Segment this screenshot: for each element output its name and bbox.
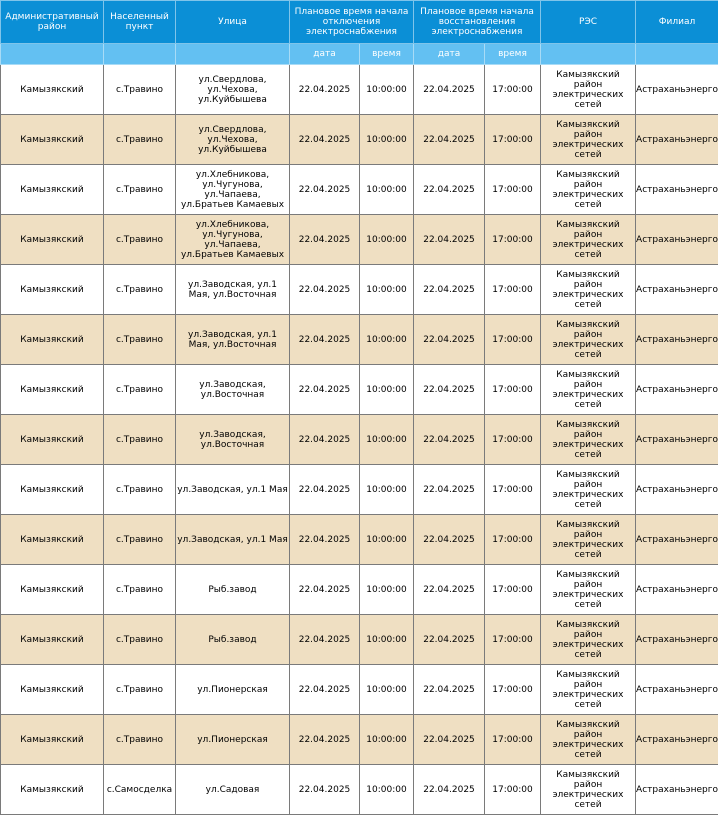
table-row — [1, 165, 718, 215]
cell-outage-time: 10:00:00 — [360, 665, 414, 715]
subheader-restore-date: дата — [414, 44, 485, 65]
subheader-restore-time: время — [485, 44, 541, 65]
cell-restore-date: 22.04.2025 — [414, 115, 485, 165]
cell-res: Камызякский район электрических сетей — [541, 215, 636, 265]
cell-restore-date: 22.04.2025 — [414, 565, 485, 615]
cell-res: Камызякский район электрических сетей — [541, 65, 636, 115]
cell-outage-date: 22.04.2025 — [290, 315, 360, 365]
subheader-outage-time: время — [360, 44, 414, 65]
cell-restore-time: 17:00:00 — [485, 715, 541, 765]
cell-restore-date: 22.04.2025 — [414, 615, 485, 665]
cell-street: ул.Садовая — [176, 765, 290, 815]
cell-locality: с.Травино — [104, 515, 176, 565]
column-header-restore-start: Плановое время начала восстановления электроснабжения — [414, 1, 541, 44]
cell-street: ул.Хлебникова, ул.Чугунова, ул.Чапаева, ул.Братьев Камаевых — [176, 215, 290, 265]
cell-branch: Астраханьэнерго — [636, 715, 718, 765]
cell-street: ул.Заводская, ул.1 Мая, ул.Восточная — [176, 265, 290, 315]
cell-res: Камызякский район электрических сетей — [541, 465, 636, 515]
cell-restore-time: 17:00:00 — [485, 65, 541, 115]
cell-restore-time: 17:00:00 — [485, 315, 541, 365]
cell-restore-date: 22.04.2025 — [414, 515, 485, 565]
cell-restore-time: 17:00:00 — [485, 515, 541, 565]
table-body — [1, 65, 718, 815]
cell-branch: Астраханьэнерго — [636, 665, 718, 715]
cell-outage-time: 10:00:00 — [360, 365, 414, 415]
cell-outage-time: 10:00:00 — [360, 465, 414, 515]
cell-outage-time: 10:00:00 — [360, 615, 414, 665]
cell-branch: Астраханьэнерго — [636, 365, 718, 415]
cell-restore-time: 17:00:00 — [485, 565, 541, 615]
table-row — [1, 565, 718, 615]
cell-outage-date: 22.04.2025 — [290, 565, 360, 615]
cell-street: Рыб.завод — [176, 565, 290, 615]
cell-outage-date: 22.04.2025 — [290, 715, 360, 765]
cell-district: Камызякский — [1, 465, 104, 515]
table-row — [1, 315, 718, 365]
cell-street: Рыб.завод — [176, 615, 290, 665]
cell-locality: с.Травино — [104, 365, 176, 415]
cell-restore-time: 17:00:00 — [485, 265, 541, 315]
cell-res: Камызякский район электрических сетей — [541, 365, 636, 415]
cell-res: Камызякский район электрических сетей — [541, 165, 636, 215]
cell-restore-date: 22.04.2025 — [414, 715, 485, 765]
cell-restore-time: 17:00:00 — [485, 165, 541, 215]
table-row — [1, 365, 718, 415]
cell-locality: с.Травино — [104, 165, 176, 215]
cell-locality: с.Травино — [104, 215, 176, 265]
cell-district: Камызякский — [1, 65, 104, 115]
subheader-empty — [104, 44, 176, 65]
cell-street: ул.Пионерская — [176, 715, 290, 765]
subheader-empty — [1, 44, 104, 65]
cell-locality: с.Травино — [104, 715, 176, 765]
table-row — [1, 265, 718, 315]
cell-street: ул.Пионерская — [176, 665, 290, 715]
column-header-outage-start: Плановое время начала отключения электроснабжения — [290, 1, 414, 44]
subheader-empty — [636, 44, 718, 65]
cell-outage-time: 10:00:00 — [360, 265, 414, 315]
cell-branch: Астраханьэнерго — [636, 415, 718, 465]
cell-street: ул.Заводская, ул.1 Мая — [176, 465, 290, 515]
cell-branch: Астраханьэнерго — [636, 315, 718, 365]
cell-restore-time: 17:00:00 — [485, 115, 541, 165]
cell-outage-time: 10:00:00 — [360, 315, 414, 365]
column-header-locality: Населенный пункт — [104, 1, 176, 44]
cell-branch: Астраханьэнерго — [636, 265, 718, 315]
cell-locality: с.Травино — [104, 615, 176, 665]
cell-outage-date: 22.04.2025 — [290, 365, 360, 415]
table-row — [1, 65, 718, 115]
cell-restore-date: 22.04.2025 — [414, 665, 485, 715]
cell-branch: Астраханьэнерго — [636, 165, 718, 215]
table-row — [1, 115, 718, 165]
cell-locality: с.Травино — [104, 415, 176, 465]
cell-outage-date: 22.04.2025 — [290, 665, 360, 715]
cell-district: Камызякский — [1, 665, 104, 715]
table-row — [1, 615, 718, 665]
cell-res: Камызякский район электрических сетей — [541, 515, 636, 565]
subheader-empty — [176, 44, 290, 65]
cell-outage-date: 22.04.2025 — [290, 265, 360, 315]
table-row — [1, 515, 718, 565]
cell-restore-date: 22.04.2025 — [414, 465, 485, 515]
cell-restore-time: 17:00:00 — [485, 665, 541, 715]
cell-restore-date: 22.04.2025 — [414, 765, 485, 815]
cell-district: Камызякский — [1, 315, 104, 365]
cell-branch: Астраханьэнерго — [636, 465, 718, 515]
cell-restore-time: 17:00:00 — [485, 765, 541, 815]
cell-restore-date: 22.04.2025 — [414, 215, 485, 265]
cell-branch: Астраханьэнерго — [636, 65, 718, 115]
cell-district: Камызякский — [1, 215, 104, 265]
cell-res: Камызякский район электрических сетей — [541, 315, 636, 365]
cell-district: Камызякский — [1, 265, 104, 315]
cell-branch: Астраханьэнерго — [636, 615, 718, 665]
cell-outage-date: 22.04.2025 — [290, 615, 360, 665]
cell-district: Камызякский — [1, 615, 104, 665]
cell-outage-time: 10:00:00 — [360, 565, 414, 615]
cell-locality: с.Травино — [104, 315, 176, 365]
cell-street: ул.Свердлова, ул.Чехова, ул.Куйбышева — [176, 115, 290, 165]
cell-restore-time: 17:00:00 — [485, 365, 541, 415]
cell-outage-date: 22.04.2025 — [290, 165, 360, 215]
cell-outage-time: 10:00:00 — [360, 165, 414, 215]
table-row — [1, 215, 718, 265]
cell-restore-date: 22.04.2025 — [414, 415, 485, 465]
cell-district: Камызякский — [1, 165, 104, 215]
column-header-district: Административный район — [1, 1, 104, 44]
cell-branch: Астраханьэнерго — [636, 115, 718, 165]
cell-res: Камызякский район электрических сетей — [541, 265, 636, 315]
cell-street: ул.Заводская, ул.1 Мая, ул.Восточная — [176, 315, 290, 365]
cell-locality: с.Травино — [104, 265, 176, 315]
cell-street: ул.Заводская, ул.Восточная — [176, 415, 290, 465]
cell-outage-time: 10:00:00 — [360, 415, 414, 465]
cell-district: Камызякский — [1, 715, 104, 765]
cell-district: Камызякский — [1, 415, 104, 465]
cell-street: ул.Свердлова, ул.Чехова, ул.Куйбышева — [176, 65, 290, 115]
cell-restore-time: 17:00:00 — [485, 465, 541, 515]
cell-res: Камызякский район электрических сетей — [541, 665, 636, 715]
cell-branch: Астраханьэнерго — [636, 515, 718, 565]
cell-res: Камызякский район электрических сетей — [541, 615, 636, 665]
subheader-empty — [541, 44, 636, 65]
cell-outage-date: 22.04.2025 — [290, 765, 360, 815]
cell-res: Камызякский район электрических сетей — [541, 415, 636, 465]
cell-district: Камызякский — [1, 565, 104, 615]
cell-locality: с.Самосделка — [104, 765, 176, 815]
cell-locality: с.Травино — [104, 65, 176, 115]
cell-district: Камызякский — [1, 115, 104, 165]
cell-district: Камызякский — [1, 365, 104, 415]
subheader-outage-date: дата — [290, 44, 360, 65]
cell-res: Камызякский район электрических сетей — [541, 765, 636, 815]
cell-outage-time: 10:00:00 — [360, 65, 414, 115]
cell-district: Камызякский — [1, 515, 104, 565]
cell-restore-time: 17:00:00 — [485, 415, 541, 465]
cell-restore-date: 22.04.2025 — [414, 65, 485, 115]
cell-restore-date: 22.04.2025 — [414, 365, 485, 415]
cell-street: ул.Хлебникова, ул.Чугунова, ул.Чапаева, ул.Братьев Камаевых — [176, 165, 290, 215]
table-row — [1, 665, 718, 715]
table-row — [1, 465, 718, 515]
cell-outage-time: 10:00:00 — [360, 765, 414, 815]
cell-res: Камызякский район электрических сетей — [541, 565, 636, 615]
column-header-res: РЭС — [541, 1, 636, 44]
cell-restore-date: 22.04.2025 — [414, 265, 485, 315]
cell-branch: Астраханьэнерго — [636, 215, 718, 265]
column-header-branch: Филиал — [636, 1, 718, 44]
cell-branch: Астраханьэнерго — [636, 565, 718, 615]
cell-district: Камызякский — [1, 765, 104, 815]
cell-outage-time: 10:00:00 — [360, 115, 414, 165]
cell-restore-date: 22.04.2025 — [414, 165, 485, 215]
cell-outage-time: 10:00:00 — [360, 215, 414, 265]
cell-restore-time: 17:00:00 — [485, 215, 541, 265]
cell-restore-date: 22.04.2025 — [414, 315, 485, 365]
cell-res: Камызякский район электрических сетей — [541, 115, 636, 165]
table-header — [1, 1, 718, 65]
cell-outage-date: 22.04.2025 — [290, 115, 360, 165]
cell-street: ул.Заводская, ул.Восточная — [176, 365, 290, 415]
cell-restore-time: 17:00:00 — [485, 615, 541, 665]
cell-locality: с.Травино — [104, 565, 176, 615]
cell-locality: с.Травино — [104, 465, 176, 515]
table-row — [1, 415, 718, 465]
cell-outage-date: 22.04.2025 — [290, 215, 360, 265]
table-row — [1, 715, 718, 765]
cell-outage-date: 22.04.2025 — [290, 415, 360, 465]
cell-branch: Астраханьэнерго — [636, 765, 718, 815]
cell-outage-date: 22.04.2025 — [290, 65, 360, 115]
cell-outage-time: 10:00:00 — [360, 515, 414, 565]
cell-locality: с.Травино — [104, 665, 176, 715]
column-header-street: Улица — [176, 1, 290, 44]
table-row — [1, 765, 718, 815]
cell-res: Камызякский район электрических сетей — [541, 715, 636, 765]
cell-outage-date: 22.04.2025 — [290, 465, 360, 515]
cell-outage-time: 10:00:00 — [360, 715, 414, 765]
cell-locality: с.Травино — [104, 115, 176, 165]
cell-outage-date: 22.04.2025 — [290, 515, 360, 565]
cell-street: ул.Заводская, ул.1 Мая — [176, 515, 290, 565]
